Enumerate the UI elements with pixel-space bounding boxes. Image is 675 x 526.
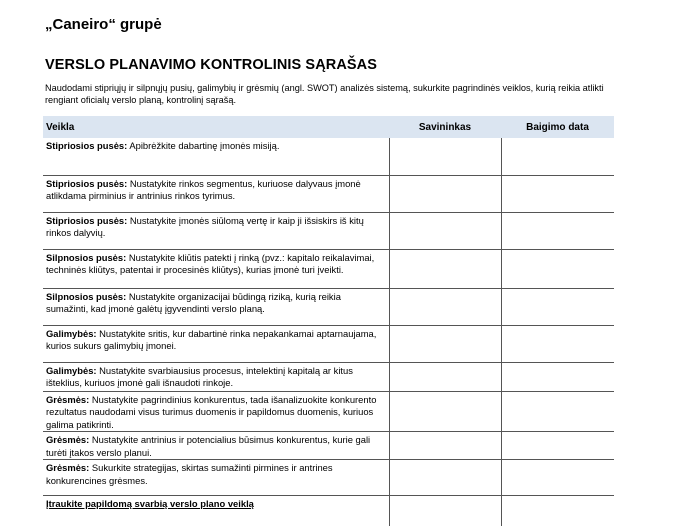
owner-cell[interactable]	[389, 288, 501, 325]
activity-category: Stipriosios pusės:	[46, 177, 128, 189]
owner-cell[interactable]	[389, 138, 501, 175]
activity-category: Galimybės:	[46, 327, 97, 339]
activity-text: Sukurkite strategijas, skirtas sumažinti pirmines ir antrines konkurencines grėsmes.	[46, 462, 333, 486]
activity-category: Stipriosios pusės:	[46, 140, 128, 151]
table-row	[43, 460, 614, 496]
activity-category: Galimybės:	[46, 364, 97, 376]
due-date-cell[interactable]	[501, 432, 614, 460]
activity-text: Nustatykite pagrindinius konkurentus, tada išanalizuokite konkurento rezultatus naudodami visus turimus duomenis ir papildomus duomenis, kuriuos galima patikrinti.	[46, 393, 377, 430]
activity-text: Nustatykite rinkos segmentus, kuriuose dalyvaus įmonė atlikdama pirminius ir antrinius rinkos tyrimus.	[46, 177, 361, 201]
owner-cell[interactable]	[389, 460, 501, 496]
activity-text: Nustatykite antrinius ir potencialius būsimus konkurentus, kurie gali turėti įtakos verslo planui.	[46, 434, 371, 458]
activity-text: Apibrėžkite dabartinę įmonės misiją.	[127, 140, 280, 151]
due-date-cell[interactable]	[501, 212, 614, 249]
activity-cell	[43, 362, 389, 391]
table-row	[43, 391, 614, 432]
activity-cell	[43, 391, 389, 432]
activity-cell	[43, 249, 389, 288]
activity-text: Nustatykite sritis, kur dabartinė rinka nepakankamai aptarnaujama, kurios sukurs galimybių įmonei.	[46, 327, 377, 351]
due-date-cell[interactable]	[501, 362, 614, 391]
table-header-row	[43, 116, 614, 138]
activity-text: Nustatykite organizacijai būdingą riziką, kurią reikia sumažinti, kad įmonė galėtų įgyvendinti verslo planą.	[46, 290, 341, 314]
owner-cell[interactable]	[389, 496, 501, 526]
table-row	[43, 432, 614, 460]
company-name: „Caneiro“ grupė	[45, 16, 162, 33]
table-row	[43, 212, 614, 249]
due-date-cell[interactable]	[501, 460, 614, 496]
due-date-cell[interactable]	[501, 249, 614, 288]
due-date-cell[interactable]	[501, 288, 614, 325]
owner-cell[interactable]	[389, 362, 501, 391]
activity-text: Nustatykite kliūtis patekti į rinką (pvz.: kapitalo reikalavimai, techninės kliūtys, patentai ir procesinės kliūtys), kurias įmonė turi įveikti.	[46, 251, 375, 275]
column-header-owner: Savininkas	[389, 116, 501, 138]
activity-category: Grėsmės:	[46, 462, 90, 473]
activity-cell	[43, 325, 389, 362]
activity-category: Silpnosios pusės:	[46, 251, 127, 263]
table-row	[43, 249, 614, 288]
owner-cell[interactable]	[389, 432, 501, 460]
due-date-cell[interactable]	[501, 138, 614, 175]
owner-cell[interactable]	[389, 325, 501, 362]
table-row	[43, 138, 614, 175]
page-title: VERSLO PLANAVIMO KONTROLINIS SĄRAŠAS	[45, 57, 378, 73]
activity-text: Nustatykite svarbiausius procesus, intelektinį kapitalą ar kitus išteklius, kuriuos įmonė gali išnaudoti rinkoje.	[46, 364, 353, 388]
activity-cell	[43, 212, 389, 249]
due-date-cell[interactable]	[501, 496, 614, 526]
activity-cell	[43, 288, 389, 325]
activity-cell	[43, 432, 389, 460]
table-row	[43, 288, 614, 325]
activity-cell	[43, 175, 389, 212]
table-row	[43, 496, 614, 526]
table-row	[43, 362, 614, 391]
activity-category: Grėsmės:	[46, 393, 90, 405]
due-date-cell[interactable]	[501, 325, 614, 362]
due-date-cell[interactable]	[501, 391, 614, 432]
activity-category: Grėsmės:	[46, 434, 90, 445]
owner-cell[interactable]	[389, 212, 501, 249]
due-date-cell[interactable]	[501, 175, 614, 212]
table-row	[43, 175, 614, 212]
activity-cell	[43, 138, 389, 175]
table-row	[43, 325, 614, 362]
activity-category: Silpnosios pusės:	[46, 290, 127, 302]
owner-cell[interactable]	[389, 175, 501, 212]
column-header-activity: Veikla	[43, 116, 389, 138]
intro-text: Naudodami stipriųjų ir silpnųjų pusių, galimybių ir grėsmių (angl. SWOT) analizės sistemą, sukurkite pagrindinės veiklos, kurią reikia atlikti rengiant oficialų verslo planą, kontrolinį sąrašą.	[45, 83, 604, 105]
activity-category: Įtraukite papildomą svarbią verslo plano veiklą	[46, 498, 254, 509]
owner-cell[interactable]	[389, 249, 501, 288]
activity-cell	[43, 460, 389, 496]
activity-cell	[43, 496, 389, 526]
column-header-due: Baigimo data	[501, 116, 614, 138]
activity-category: Stipriosios pusės:	[46, 214, 128, 226]
owner-cell[interactable]	[389, 391, 501, 432]
activity-text: Nustatykite įmonės siūlomą vertę ir kaip ji išsiskirs iš kitų rinkos dalyvių.	[46, 214, 364, 238]
checklist-table	[43, 116, 614, 526]
